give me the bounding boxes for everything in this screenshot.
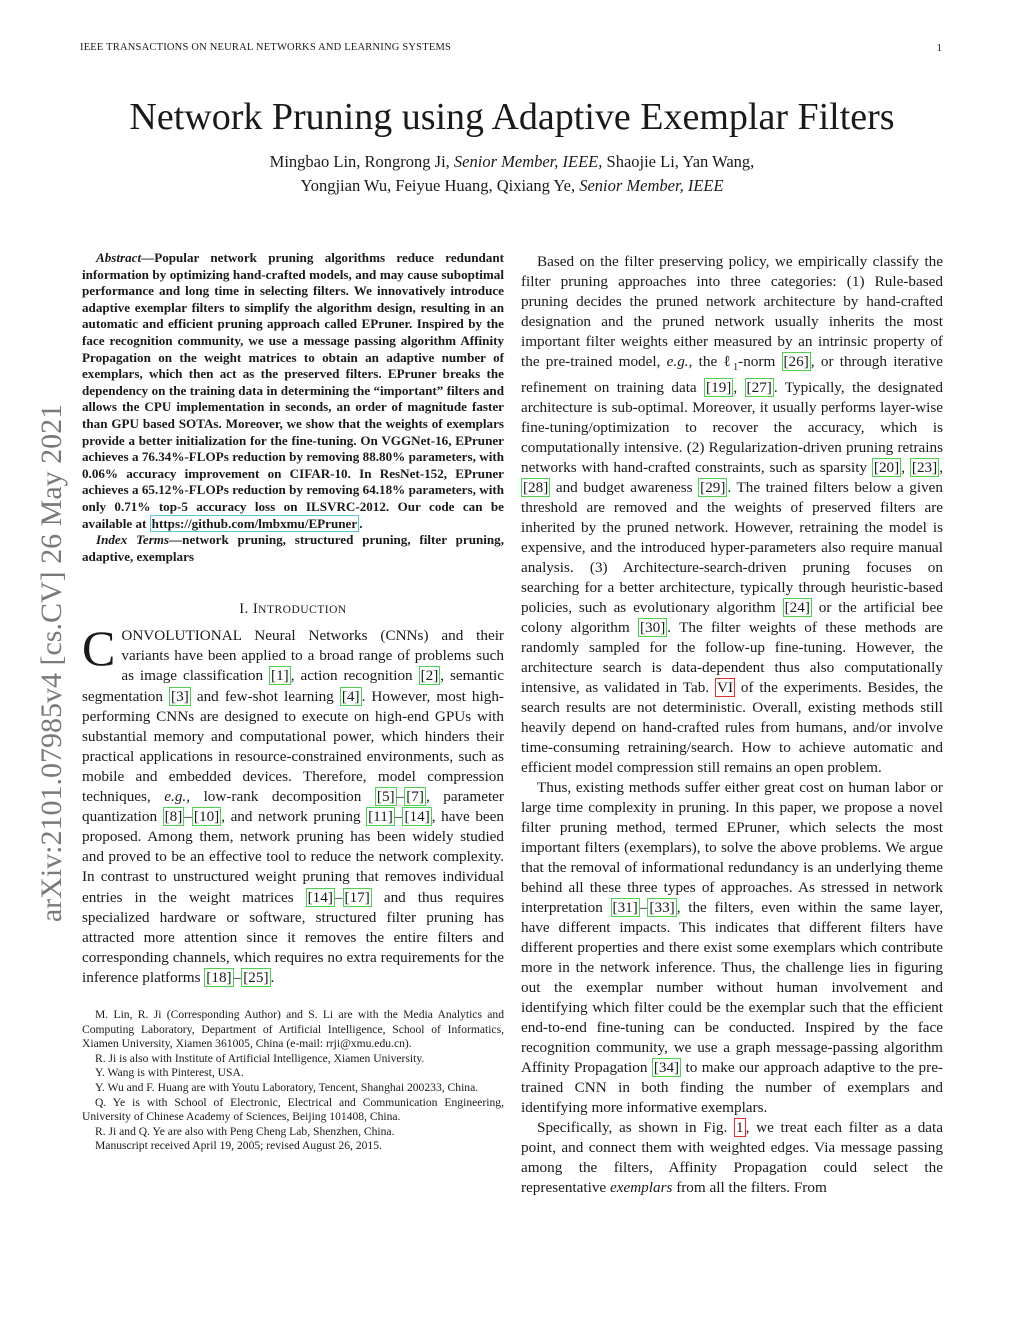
body-paragraph: Specifically, as shown in Fig. 1 , we treat each filter as a data point, and connect them with weighted edges. Via message passing among the filters, Affinity Propagation could select the representative exemplars from all the filters. From	[521, 1119, 943, 1197]
abstract-text: —Popular network pruning algorithms reduce redundant information by optimizing hand-crafted models, and may cause suboptimal performance and long time in selecting filters. We innovatively introduce adaptive exemplar filters to simplify the algorithm design, resulting in an automatic and efficient pruning approach called EPruner. Inspired by the face recognition community, we use a message passing algorithm Affinity Propagation on the weight matrices to obtain an adaptive number of exemplars, which then act as the preserved filters. EPruner breaks the dependency on the training data in determining the “important” filters and allows the CPU implementation in seconds, an order of magnitude faster than GPU based SOTAs. Moreover, we show that the weights of exemplars provide a better initialization for the fine-tuning. On VGGNet-16, EPruner achieves a 76.34%-FLOPs reduction by removing 88.80% parameters, with 0.06% accuracy improvement on CIFAR-10. In ResNet-152, EPruner achieves a 65.12%-FLOPs reduction by removing 64.18% parameters, with only 0.71% top-5 accuracy loss on ILSVRC-2012. Our code can be available at	[82, 250, 504, 531]
body-paragraph: Based on the filter preserving policy, we empirically classify the filter pruning approaches into three categories: (1) Rule-based pruning decides the pruned network architecture by hand-crafted designation and the pruned network usually inherits the most important filter weights either measured by an intrinsic property of the pre-trained model, e.g., the ℓ$_1$-norm [26] , or through iterative refinement on training data [19] , [27] . Typically, the designated architecture is sub-optimal. Moreover, it usually performs layer-wise fine-tuning/optimization to recover the accuracy, which is computationally intensive. (2) Regularization-driven pruning retrains networks with hand-crafted constraints, such as sparsity [20] , [23] , [28] and budget awareness [29] . The trained filters below a given threshold are removed and the weights of preserved filters are inherited by the pruned network. However, retraining the model is expensive, and the introduced hyper-parameters also require manual analysis. (3) Architecture-search-driven pruning focuses on searching for a better architecture, typically through heuristic-based policies, such as evolutionary algorithm [24] or the artificial bee colony algorithm [30] . The filter weights of these methods are randomly sampled for the follow-up fine-tuning. However, the architecture search is data-dependent thus also computationally intensive, as validated in Tab. VI of the experiments. Besides, the search results are not deterministic. Overall, existing methods still heavily depend on hand-crafted rules from humans, and/or involve time-consuming retraining/search. How to achieve automatic and efficient model compression still remains an open problem.	[521, 253, 944, 777]
arxiv-stamp-text: arXiv:2101.07985v4 [cs.CV] 26 May 2021	[35, 403, 68, 923]
citation-link[interactable]: [14]	[307, 888, 333, 906]
citation-link[interactable]: [18]	[206, 968, 232, 986]
citation-link[interactable]: [25]	[243, 968, 269, 986]
citation-link[interactable]: [34]	[653, 1059, 680, 1077]
author-names: Mingbao Lin, Rongrong Ji,	[269, 152, 450, 171]
right-column	[521, 252, 943, 1198]
citation-link[interactable]: [19]	[706, 379, 732, 397]
author-line-1	[0, 150, 1024, 174]
code-link[interactable]: https://github.com/lmbxmu/EPruner	[151, 515, 358, 531]
abstract-end: .	[359, 515, 363, 531]
author-line-2	[0, 174, 1024, 198]
footnote: Y. Wang is with Pinterest, USA.	[95, 1066, 244, 1080]
citation-link[interactable]: [1]	[271, 667, 289, 685]
citation-link[interactable]: [7]	[406, 788, 424, 806]
citation-link[interactable]: [8]	[164, 808, 183, 826]
footnote: R. Ji is also with Institute of Artificial Intelligence, Xiamen University.	[95, 1051, 425, 1065]
page-number: 1	[936, 42, 942, 54]
author-list	[0, 150, 1024, 198]
running-title: IEEE TRANSACTIONS ON NEURAL NETWORKS AND LEARNING SYSTEMS	[80, 42, 452, 53]
citation-link[interactable]: [31]	[612, 899, 638, 917]
footnote: Y. Wu and F. Huang are with Youtu Laboratory, Tencent, Shanghai 200233, China.	[95, 1080, 479, 1094]
footnotes	[82, 1008, 504, 1154]
citation-link[interactable]: [11]	[368, 808, 393, 826]
citation-link[interactable]: [14]	[404, 808, 430, 826]
citation-link[interactable]: [29]	[700, 479, 726, 497]
citation-link[interactable]: [2]	[420, 667, 439, 685]
section-title: NTRODUCTION	[258, 604, 347, 617]
figure-link[interactable]: 1	[736, 1119, 744, 1137]
citation-link[interactable]: [28]	[523, 479, 549, 497]
left-column	[82, 250, 504, 1154]
citation-link[interactable]: [20]	[873, 459, 900, 477]
citation-link[interactable]: [17]	[344, 888, 370, 906]
citation-link[interactable]: [3]	[171, 687, 189, 705]
intro-paragraph: CONVOLUTIONAL Neural Networks (CNNs) and their variants have been applied to a broad range of problems such as image classification [1] , action recognition [2] , semantic segmentation [3] and few-shot learning [4] . However, most high-performing CNNs are designed to execute on high-end GPUs with substantial memory and computational power, which hinders their practical applications in resource-constrained environments, such as mobile and embedded devices. Therefore, model compression techniques, e.g., low-rank decomposition [5] – [7] , parameter quantization [8] – [10] , and network pruning [11] – [14] , have been proposed. Among them, network pruning has been widely studied and proved to be an effective tool to reduce the network complexity. In contrast to unstructured weight pruning that removes individual entries in the weight matrices [14] – [17] and thus requires specialized hardware or software, structured filter pruning has attracted more attention since it removes the entire filters and corresponding channels, which requires no extra requirements for the inference platforms [18] – [25] .	[82, 620, 504, 986]
footnote: Q. Ye is with School of Electronic, Electrical and Communication Engineering, University of Chinese Academy of Sciences, Beijing 101408, China.	[82, 1095, 504, 1124]
footnote: M. Lin, R. Ji (Corresponding Author) and S. Li are with the Media Analytics and Computing Laboratory, Department of Artificial Intelligence, School of Informatics, Xiamen University, Xiamen 361005, China (e-mail: rrji@xmu.edu.cn).	[82, 1007, 504, 1051]
citation-link[interactable]: [4]	[341, 687, 360, 705]
index-terms-label: Index Terms	[96, 532, 170, 548]
citation-link[interactable]: [33]	[649, 899, 675, 917]
citation-link[interactable]: [24]	[784, 599, 810, 617]
author-role: Senior Member, IEEE,	[453, 152, 603, 171]
citation-link[interactable]: [26]	[783, 353, 809, 370]
abstract	[82, 250, 504, 532]
footnote: Manuscript received April 19, 2005; revised August 26, 2015.	[95, 1139, 382, 1153]
drop-cap: C	[82, 620, 116, 677]
citation-link[interactable]: [23]	[911, 459, 938, 477]
citation-link[interactable]: [27]	[746, 379, 772, 397]
abstract-label: Abstract	[96, 250, 142, 265]
section-number: I. I	[239, 601, 259, 618]
section-heading	[82, 601, 504, 618]
table-link[interactable]: VI	[716, 679, 734, 697]
citation-link[interactable]: [30]	[639, 619, 666, 637]
body-paragraph: Thus, existing methods suffer either great cost on human labor or large time complexity in pruning. In this paper, we propose a novel filter pruning method, termed EPruner, which selects the most important filters (exemplars), to solve the above problems. We argue that the removal of informational redundancy is an underlying theme behind all these three types of approaches. As stressed in network interpretation [31] – [33] , the filters, even within the same layer, have different impacts. This indicates that different filters have different properties and there exist some exemplars which contribute more in the network inference. Thus, the challenge lies in figuring out the exemplar number without human involvement and identifying which filter could be the exemplar such that the efficient end-to-end fine-tuning can be conducted. Inspired by the face recognition community, we use a graph message-passing algorithm Affinity Propagation [34] to make our approach adaptive to the pre-trained CNN in both finding the number of exemplars and identifying more informative exemplars.	[521, 779, 944, 1117]
citation-link[interactable]: [5]	[376, 788, 395, 806]
author-names: Shaojie Li, Yan Wang,	[606, 152, 755, 171]
author-names: Yongjian Wu, Feiyue Huang, Qixiang Ye,	[300, 176, 576, 195]
footnote: R. Ji and Q. Ye are also with Peng Cheng Lab, Shenzhen, China.	[95, 1124, 395, 1138]
index-terms	[82, 532, 504, 565]
index-terms-text: —network pruning, structured pruning, filter pruning, adaptive, exemplars	[82, 532, 504, 564]
citation-link[interactable]: [10]	[193, 808, 220, 826]
paper-title: Network Pruning using Adaptive Exemplar Filters	[129, 96, 895, 138]
author-role: Senior Member, IEEE	[579, 176, 724, 195]
